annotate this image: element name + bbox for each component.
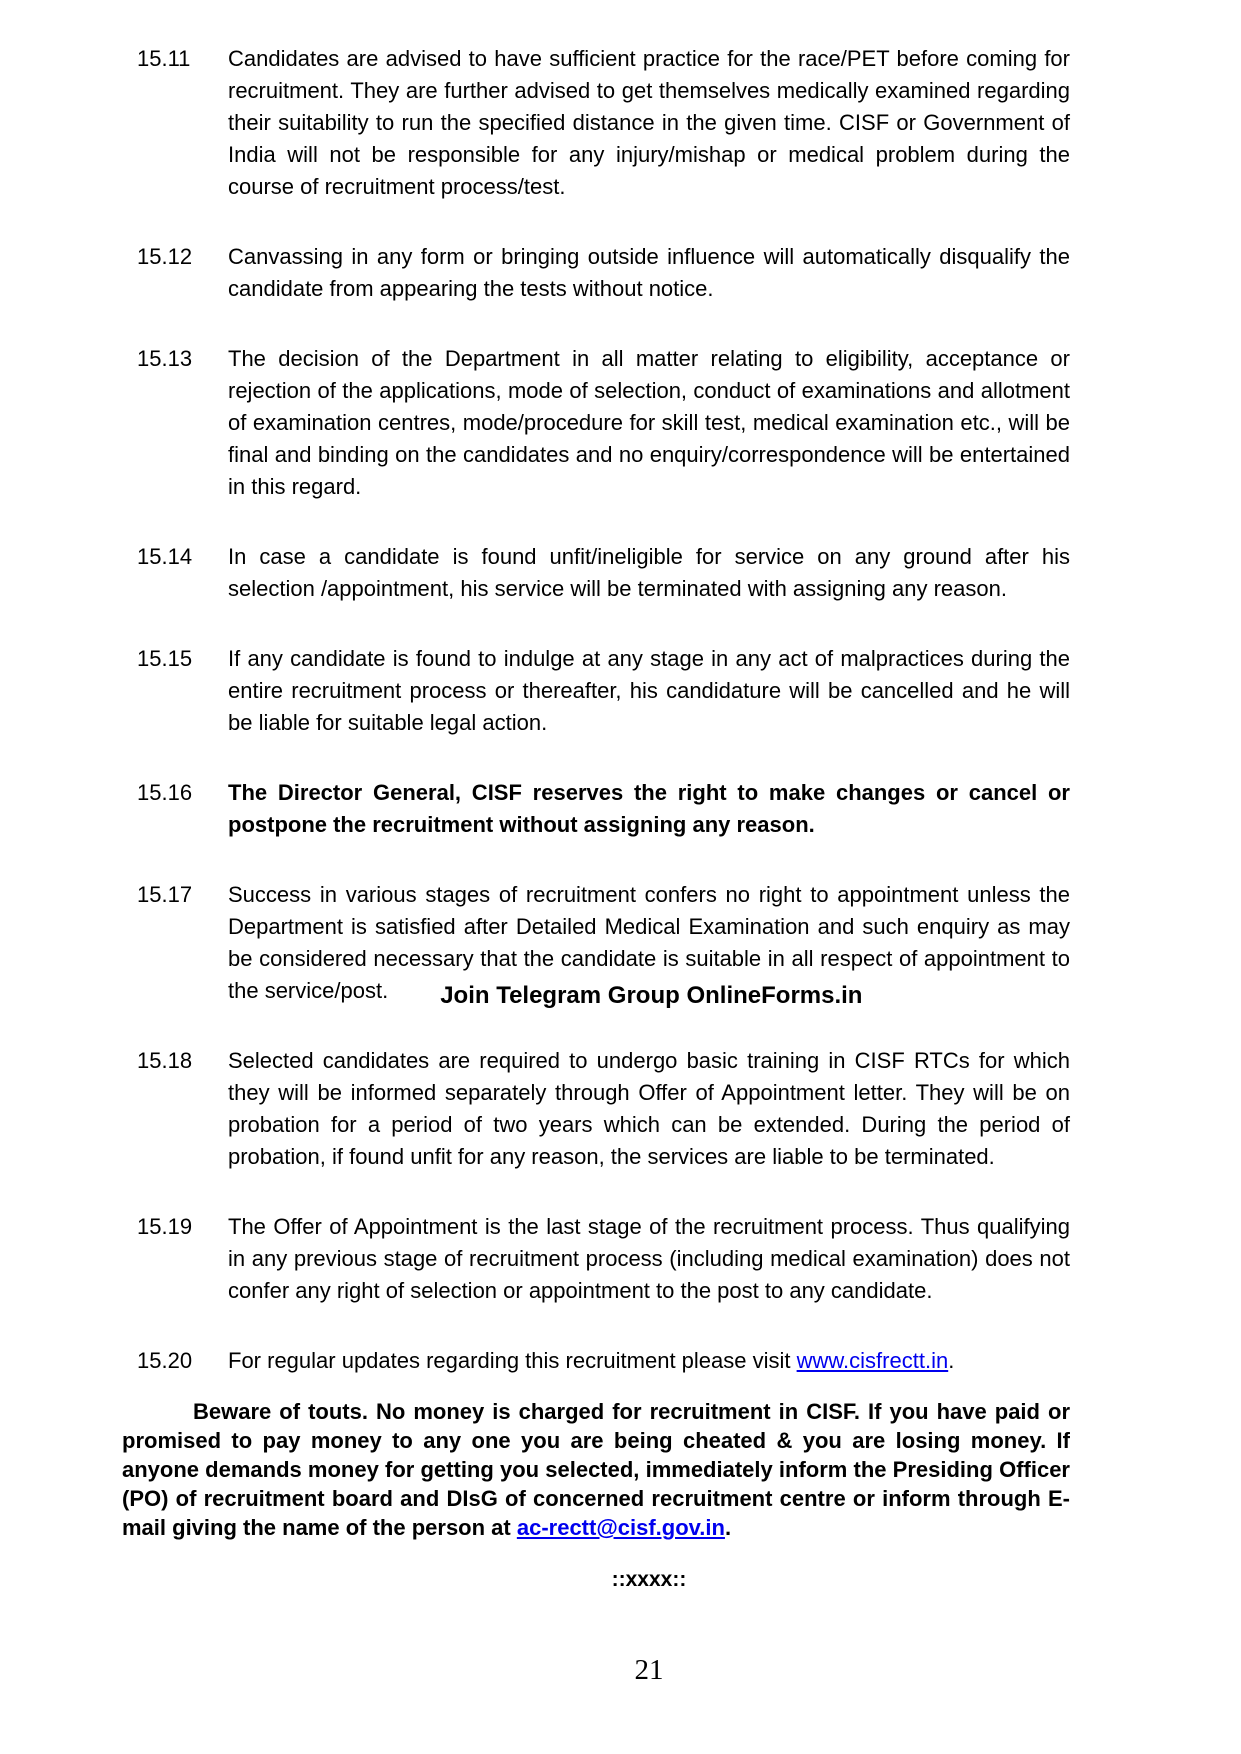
telegram-watermark: Join Telegram Group OnlineForms.in	[440, 982, 863, 1009]
para-text: Candidates are advised to have sufficient practice for the race/PET before coming for recruitment. They are further advised to get themselves medically examined regarding their suitability to run the specified distance in the given time. CISF or Government of India will not be responsible for any injury/mishap or medical problem during the course of recruitment process/test.	[228, 46, 1070, 199]
notice-text: Beware of touts. No money is charged for recruitment in CISF. If you have paid or promised to pay money to any one you are being cheated & you are losing money. If anyone demands money for getting you selected, immediately inform the Presiding Officer (PO) of recruitment board and DIsG of concerned recruitment centre or inform through E-mail giving the name of the person at	[122, 1399, 1070, 1540]
para-number: 15.19	[137, 1214, 193, 1239]
para-15-14	[137, 541, 1070, 605]
para-15-15	[137, 643, 1070, 739]
para-number: 15.15	[137, 646, 193, 671]
para-15-19	[137, 1211, 1070, 1307]
para-number: 15.13	[137, 346, 193, 371]
para-number: 15.16	[137, 780, 193, 805]
para-text: The Director General, CISF reserves the right to make changes or cancel or postpone the recruitment without assigning any reason.	[228, 780, 1070, 837]
para-number: 15.20	[137, 1348, 193, 1373]
para-text: Selected candidates are required to undergo basic training in CISF RTCs for which they will be informed separately through Offer of Appointment letter. They will be on probation for a period of two years which can be extended. During the period of probation, if found unfit for any reason, the services are liable to be terminated.	[228, 1048, 1070, 1169]
para-15-18	[137, 1045, 1070, 1173]
para-number: 15.12	[137, 244, 193, 269]
para-text-suffix: .	[948, 1348, 955, 1373]
para-text: The decision of the Department in all matter relating to eligibility, acceptance or rejection of the applications, mode of selection, conduct of examinations and allotment of examination centres, mode/procedure for skill test, medical examination etc., will be final and binding on the candidates and no enquiry/correspondence will be entertained in this regard.	[228, 346, 1070, 499]
para-text: In case a candidate is found unfit/ineligible for service on any ground after his selection /appointment, his service will be terminated with assigning any reason.	[228, 544, 1070, 601]
para-text-body: Success in various stages of recruitment confers no right to appointment unless the Department is satisfied after Detailed Medical Examination and such enquiry as may be considered necessary that the candidate is suitable in all respect of appointment to the service/post.	[228, 882, 1070, 1003]
para-number: 15.14	[137, 544, 193, 569]
para-number: 15.11	[137, 46, 191, 71]
para-15-13	[137, 343, 1070, 503]
para-number: 15.17	[137, 882, 193, 907]
beware-notice	[122, 1397, 1070, 1542]
page-number: 21	[634, 1654, 664, 1686]
para-15-11	[137, 43, 1070, 203]
para-15-20	[137, 1345, 1070, 1377]
notice-text-suffix: .	[724, 1515, 732, 1540]
para-15-17	[137, 879, 1070, 1007]
para-text: If any candidate is found to indulge at any stage in any act of malpractices during the entire recruitment process or thereafter, his candidature will be cancelled and he will be liable for suitable legal action.	[228, 646, 1070, 735]
para-text-body: For regular updates regarding this recruitment please visit	[228, 1348, 797, 1373]
cisfrectt-link[interactable]: www.cisfrectt.in	[796, 1348, 949, 1373]
para-text: Canvassing in any form or bringing outside influence will automatically disqualify the candidate from appearing the tests without notice.	[228, 244, 1070, 301]
para-15-16	[137, 777, 1070, 841]
para-text	[228, 1345, 1070, 1377]
para-text	[228, 879, 1070, 1007]
end-marker: ::xxxx::	[611, 1568, 687, 1591]
para-text: The Offer of Appointment is the last stage of the recruitment process. Thus qualifying in any previous stage of recruitment process (including medical examination) does not confer any right of selection or appointment to the post to any candidate.	[228, 1214, 1070, 1303]
para-15-12	[137, 241, 1070, 305]
para-number: 15.18	[137, 1048, 193, 1073]
ac-rectt-email-link[interactable]: ac-rectt@cisf.gov.in	[516, 1515, 725, 1540]
